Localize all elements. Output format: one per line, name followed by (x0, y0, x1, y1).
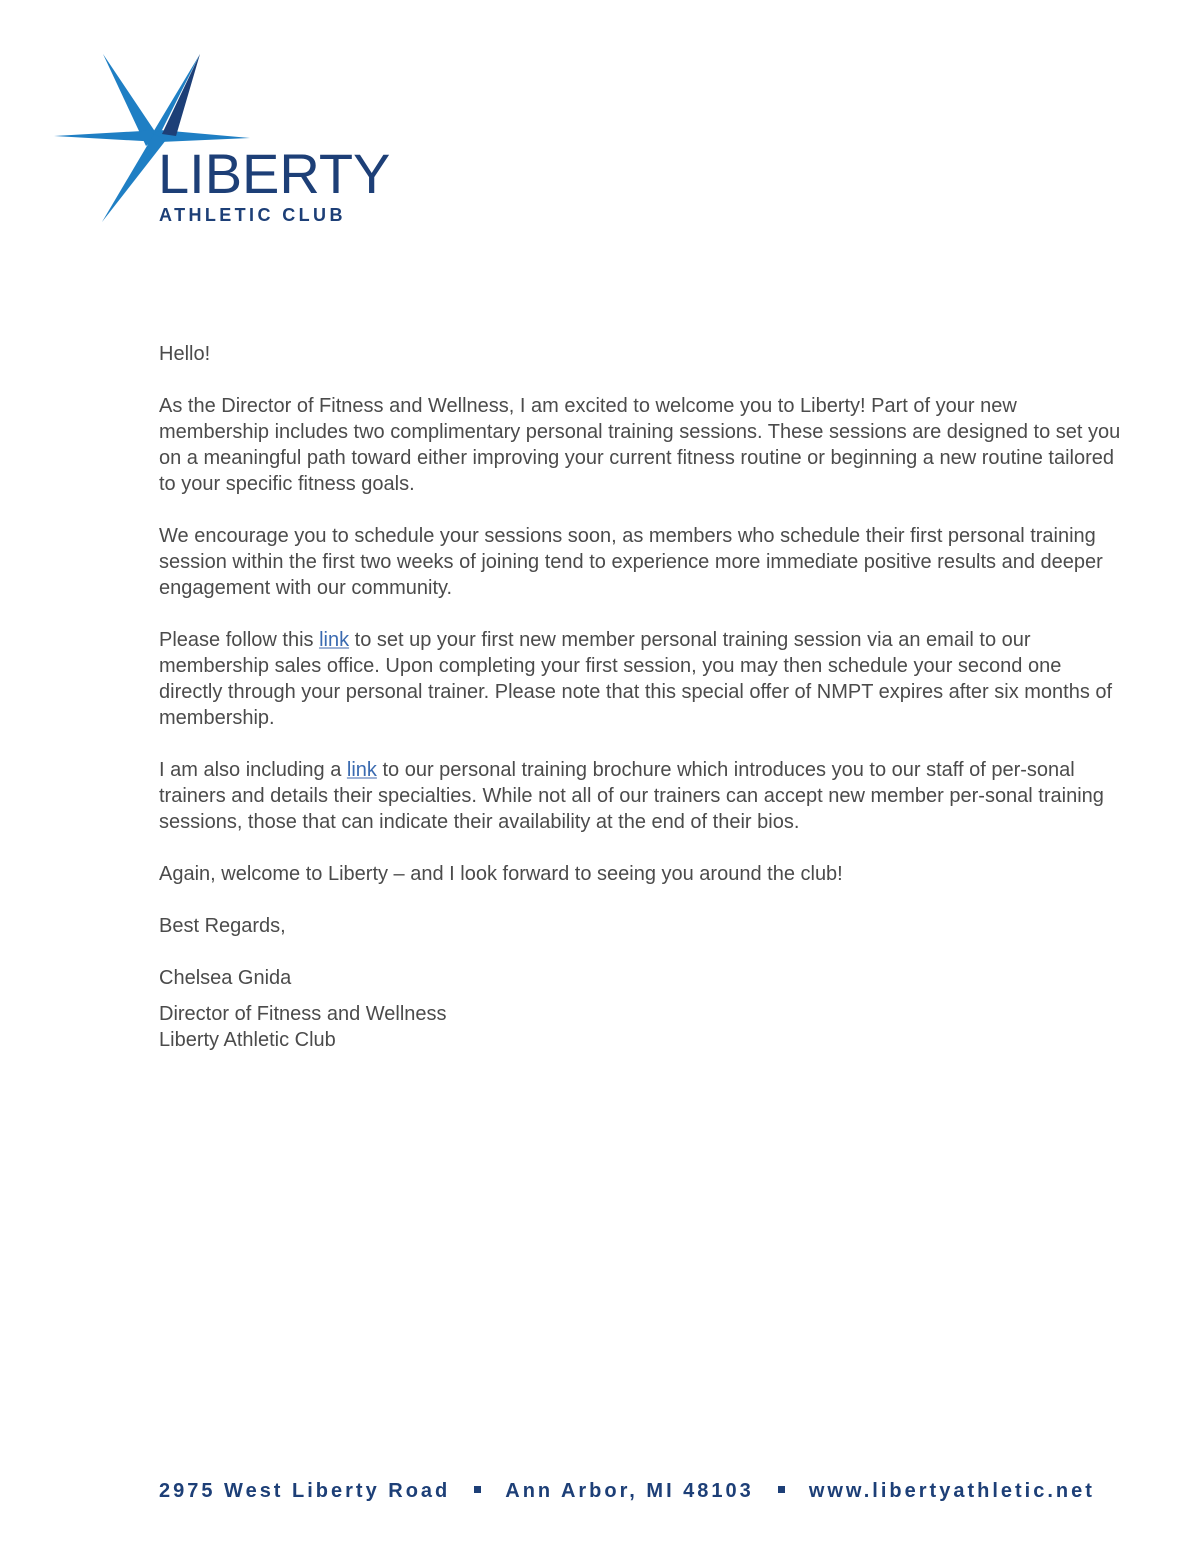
signer-name: Chelsea Gnida (159, 967, 292, 989)
brochure-link[interactable]: link (346, 759, 377, 781)
footer-website[interactable]: www.libertyathletic.net (808, 1480, 1095, 1502)
paragraph-encourage: We encourage you to schedule your sessions soon, as members who schedule their first personal training session within the first two weeks of joining tend to experience more immediate positive results and deeper engagement with our community. (159, 525, 1103, 599)
paragraph-schedule (159, 627, 1129, 731)
signer-title: Director of Fitness and Wellness (159, 1003, 447, 1025)
paragraph-intro: As the Director of Fitness and Wellness, I am excited to welcome you to Liberty! Part of your new membership includes two complimentary personal training sessions. These sessions are designed to set you on a meaningful path toward either improving your current fitness routine or beginning a new routine tailored to your specific fitness goals. (159, 395, 1121, 495)
paragraph-schedule-text-2: to set up your first new member personal training session via an email to our membership sales office. Upon completing your first session, you may then schedule your second one directly through your personal trainer. Please note that this special offer of NMPT expires after six months of membership. (159, 629, 1113, 729)
paragraph-welcome: Again, welcome to Liberty – and I look forward to seeing you around the club! (159, 863, 843, 885)
greeting: Hello! (159, 343, 211, 365)
footer-contact (159, 1480, 1095, 1503)
logo-wordmark: LIBERTY (158, 142, 391, 205)
paragraph-brochure-text-1: I am also including a (159, 759, 347, 781)
schedule-link[interactable]: link (319, 629, 350, 651)
footer-separator-icon (474, 1486, 481, 1493)
letter-body (159, 341, 1129, 1053)
footer-address: 2975 West Liberty Road (159, 1480, 451, 1502)
closing: Best Regards, (159, 915, 286, 937)
paragraph-brochure (159, 757, 1129, 835)
logo (50, 50, 390, 230)
paragraph-brochure-text-2: to our personal training brochure which introduces you to our staff of per-sonal trainers and details their specialties. While not all of our trainers can accept new member per-sonal training sessions, those that can indicate their availability at the end of their bios. (159, 759, 1104, 833)
paragraph-schedule-text-1: Please follow this (159, 629, 320, 651)
signer-org: Liberty Athletic Club (159, 1029, 336, 1051)
footer-city: Ann Arbor, MI 48103 (505, 1480, 754, 1502)
footer-separator-icon (778, 1486, 785, 1493)
logo-subtitle: ATHLETIC CLUB (159, 205, 346, 225)
